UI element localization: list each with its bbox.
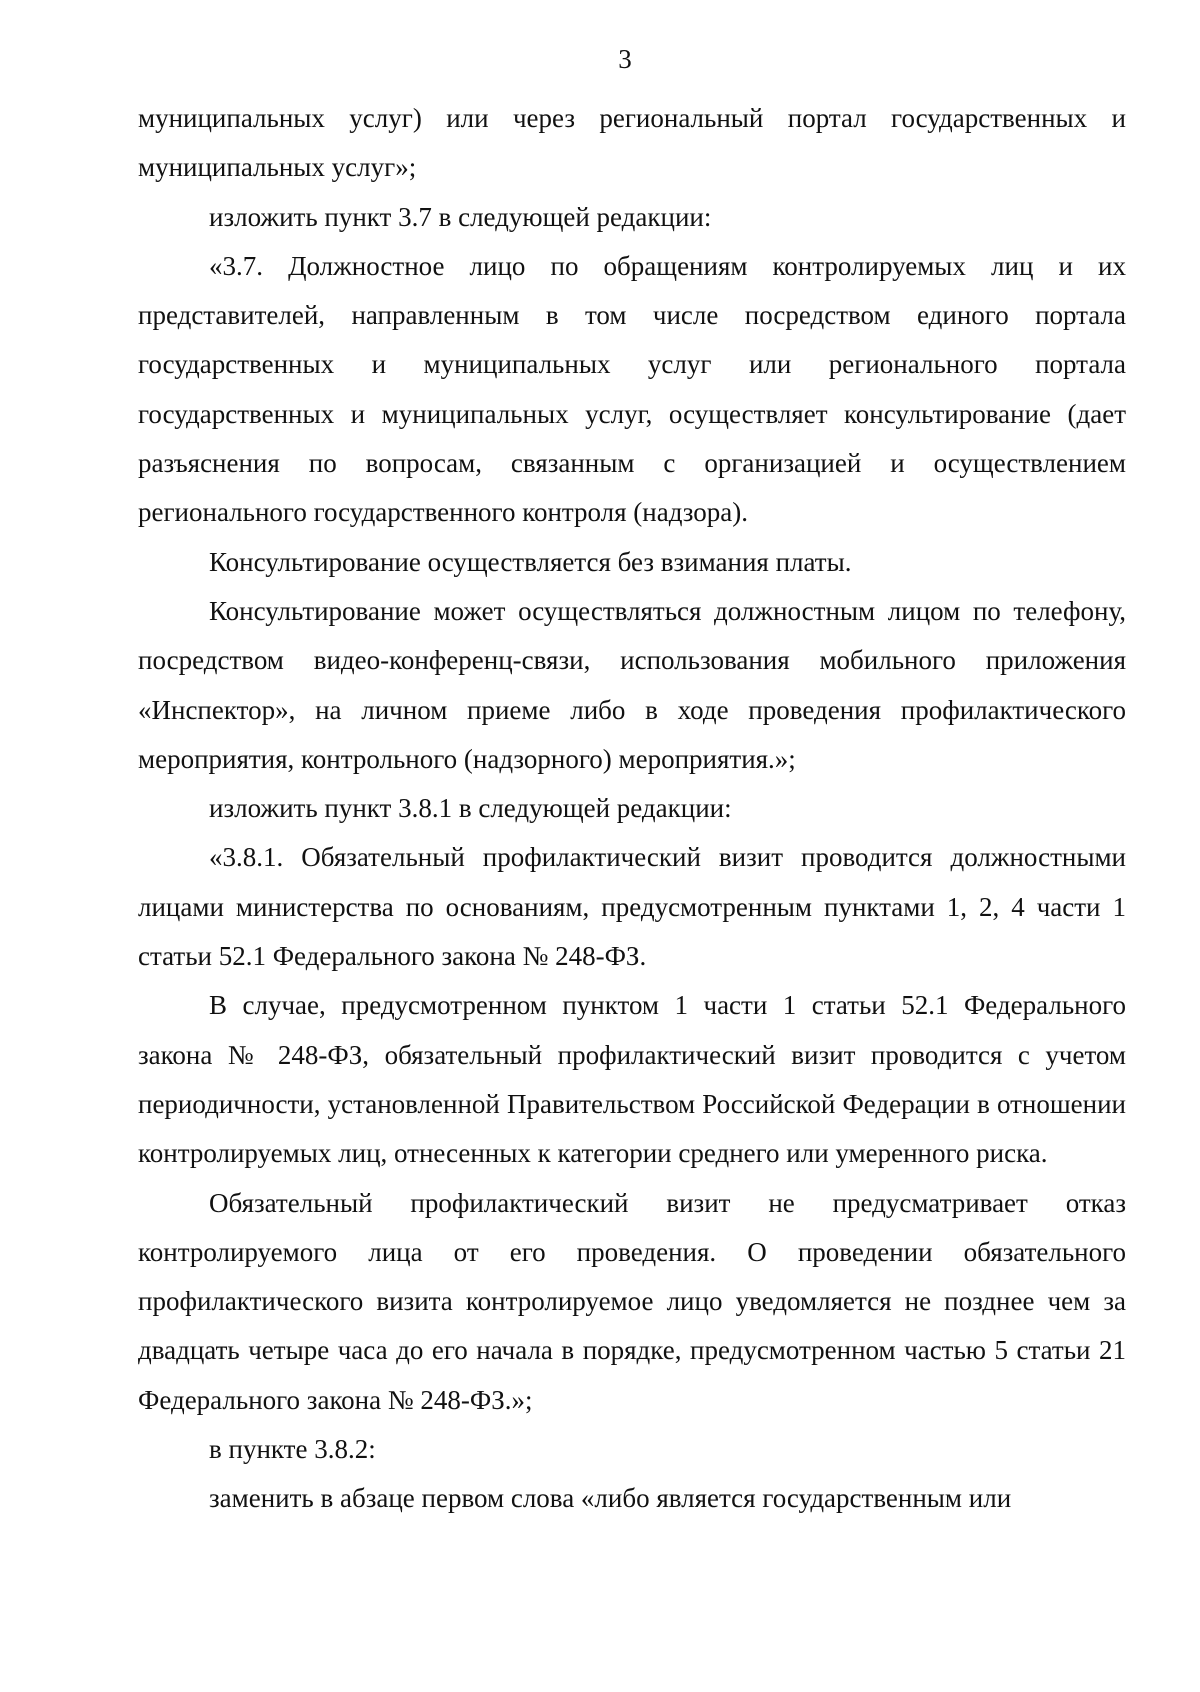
paragraph-consultation-free: Консультирование осуществляется без взимания платы. <box>209 546 852 577</box>
document-body <box>138 94 1126 1524</box>
paragraph-3-7-text: «3.7. Должностное лицо по обращениям контролируемых лиц и их представителей, направленным в том числе посредством единого портала государственных и муниципальных услуг или регионального портала государственных и муниципальных услуг, осуществляет консультирование (дает разъяснения по вопросам, связанным с организацией и осуществлением регионального государственного контроля (надзора). <box>138 250 1126 528</box>
paragraph-3-8-1-text: «3.8.1. Обязательный профилактический визит проводится должностными лицами министерства по основаниям, предусмотренным пунктами 1, 2, 4 части 1 статьи 52.1 Федерального закона № 248-ФЗ. <box>138 842 1126 972</box>
paragraph-replace-words: заменить в абзаце первом слова «либо является государственным или <box>209 1483 1012 1514</box>
paragraph-point-3-8-2: в пункте 3.8.2: <box>209 1434 376 1465</box>
paragraph-amend-3-8-1-intro: изложить пункт 3.8.1 в следующей редакции: <box>209 793 732 824</box>
paragraph-consultation-methods: Консультирование может осуществляться должностным лицом по телефону, посредством видео-конференц-связи, использования мобильного приложения «Инспектор», на личном приеме либо в ходе проведения профилактического мероприятия, контрольного (надзорного) мероприятия.»; <box>138 595 1126 774</box>
paragraph-continuation: муниципальных услуг) или через региональный портал государственных и муниципальных услуг»; <box>138 103 1126 183</box>
paragraph-case-point-1: В случае, предусмотренном пунктом 1 части 1 статьи 52.1 Федерального закона № 248-ФЗ, обязательный профилактический визит проводится с учетом периодичности, установленной Правительством Российской Федерации в отношении контролируемых лиц, отнесенных к категории среднего или умеренного риска. <box>138 990 1126 1169</box>
paragraph-amend-3-7-intro: изложить пункт 3.7 в следующей редакции: <box>209 201 712 232</box>
paragraph-mandatory-visit: Обязательный профилактический визит не предусматривает отказ контролируемого лица от его проведения. О проведении обязательного профилактического визита контролируемое лицо уведомляется не позднее чем за двадцать четыре часа до его начала в порядке, предусмотренном частью 5 статьи 21 Федерального закона № 248-ФЗ.»; <box>138 1187 1126 1415</box>
page-number: 3 <box>618 44 632 74</box>
